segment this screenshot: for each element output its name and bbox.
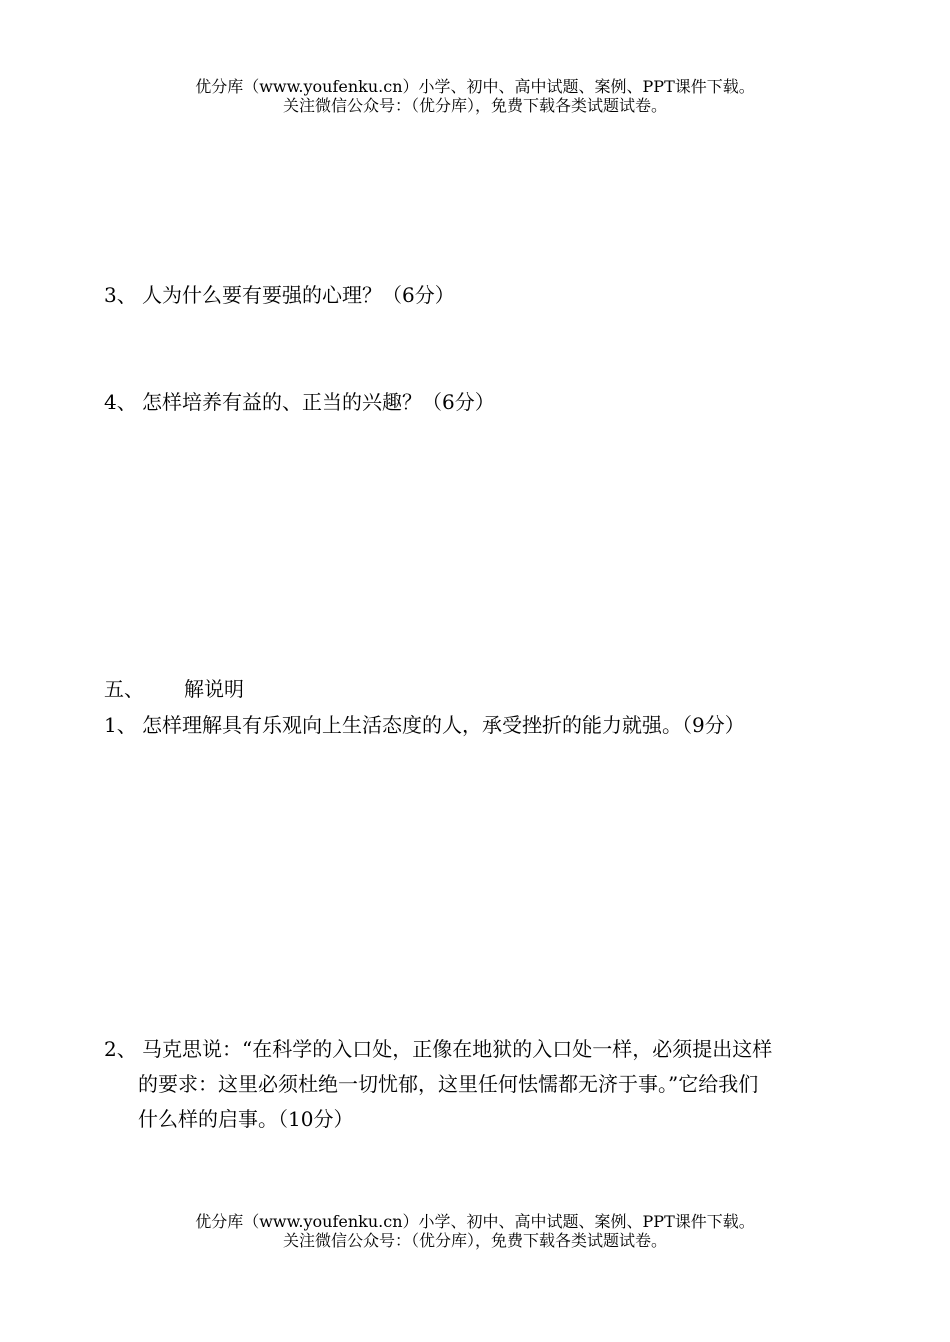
header-line-2: 关注微信公众号：（优分库），免费下载各类试题试卷。 [282, 96, 667, 115]
page-footer [0, 1212, 950, 1250]
question-5-2 [104, 1032, 854, 1137]
footer-line-1: 优分库（www.youfenku.cn）小学、初中、高中试题、案例、PPT课件下载。 [195, 1212, 755, 1231]
footer-line-2: 关注微信公众号：（优分库），免费下载各类试题试卷。 [282, 1231, 667, 1250]
question-text: 怎样培养有益的、正当的兴趣？（6分） [142, 390, 495, 414]
question-text: 人为什么要有要强的心理？（6分） [142, 283, 455, 307]
question-text-line-3: 什么样的启事。（10分） [138, 1107, 354, 1131]
question-number: 3、 [104, 283, 137, 307]
section-label: 五、 [104, 677, 144, 701]
section-title: 解说明 [184, 677, 244, 701]
question-text-line-1: 马克思说：“在科学的入口处，正像在地狱的入口处一样，必须提出这样 [142, 1037, 773, 1061]
page-header [0, 77, 950, 115]
question-4 [104, 390, 495, 414]
question-text-line-2: 的要求：这里必须杜绝一切忧郁，这里任何怯懦都无济于事。”它给我们 [138, 1072, 759, 1096]
question-3 [104, 283, 455, 307]
question-number: 4、 [104, 390, 137, 414]
question-number: 1、 [104, 713, 137, 737]
question-number: 2、 [104, 1037, 137, 1061]
section-five-heading [104, 677, 244, 701]
header-line-1: 优分库（www.youfenku.cn）小学、初中、高中试题、案例、PPT课件下载。 [195, 77, 755, 96]
question-text: 怎样理解具有乐观向上生活态度的人，承受挫折的能力就强。（9分） [142, 713, 745, 737]
question-5-1 [104, 713, 745, 737]
